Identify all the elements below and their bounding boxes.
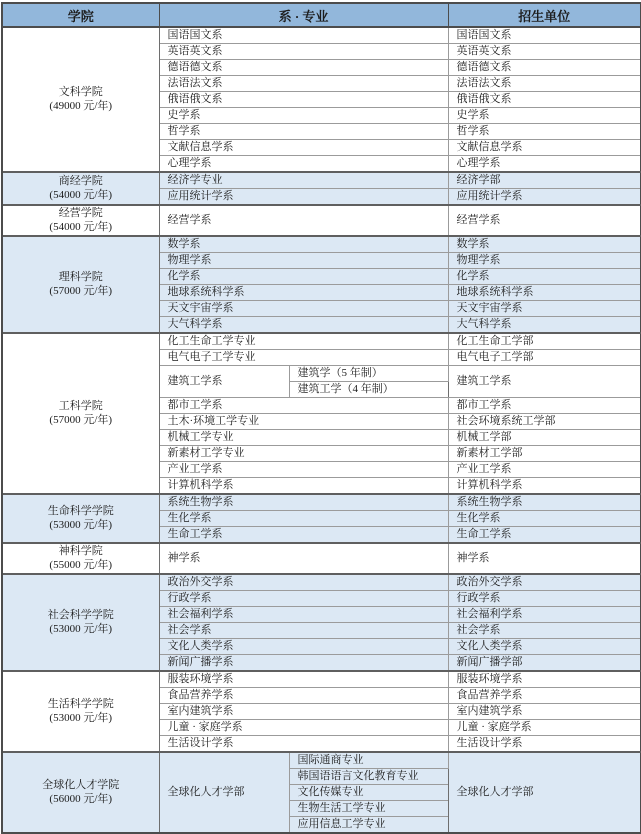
unit-cell: 神学系 xyxy=(448,543,641,574)
unit-cell: 系统生物学系 xyxy=(448,494,641,511)
unit-cell: 化工生命工学部 xyxy=(448,333,641,350)
section-engineering xyxy=(2,333,641,494)
dept-cell: 国语国文系 xyxy=(159,27,448,44)
college-cell xyxy=(2,205,159,236)
dept-cell: 物理学系 xyxy=(159,253,448,269)
dept-cell: 机械工学专业 xyxy=(159,430,448,446)
table-row xyxy=(2,494,641,511)
sub-dept-cell: 韩国语语言文化教育专业 xyxy=(289,769,448,785)
section-global-talent xyxy=(2,752,641,833)
dept-cell: 建筑工学系 xyxy=(159,366,289,398)
dept-cell: 食品营养学系 xyxy=(159,688,448,704)
section-business-administration xyxy=(2,205,641,236)
table-row xyxy=(2,27,641,44)
unit-cell: 数学系 xyxy=(448,236,641,253)
dept-cell: 心理学系 xyxy=(159,156,448,173)
unit-cell: 化学系 xyxy=(448,269,641,285)
college-fee: (53000 元/年) xyxy=(49,712,113,724)
dept-cell: 新素材工学专业 xyxy=(159,446,448,462)
table-row xyxy=(2,236,641,253)
table-row xyxy=(2,752,641,769)
college-cell xyxy=(2,494,159,543)
college-cell xyxy=(2,172,159,205)
dept-cell: 新闻广播学系 xyxy=(159,655,448,672)
dept-cell: 天文宇宙学系 xyxy=(159,301,448,317)
section-liberal-arts xyxy=(2,27,641,172)
dept-cell: 全球化人才学部 xyxy=(159,752,289,833)
unit-cell: 生命工学系 xyxy=(448,527,641,544)
table-row xyxy=(2,543,641,574)
dept-cell: 神学系 xyxy=(159,543,448,574)
section-social-sciences xyxy=(2,574,641,671)
unit-cell: 社会环境系统工学部 xyxy=(448,414,641,430)
unit-cell: 英语英文系 xyxy=(448,44,641,60)
sub-dept-cell: 应用信息工学专业 xyxy=(289,817,448,834)
dept-cell: 服装环境学系 xyxy=(159,671,448,688)
college-cell xyxy=(2,752,159,833)
college-fee: (55000 元/年) xyxy=(49,559,113,571)
dept-cell: 计算机科学系 xyxy=(159,478,448,495)
dept-cell: 经济学专业 xyxy=(159,172,448,189)
dept-cell: 行政学系 xyxy=(159,591,448,607)
unit-cell: 产业工学系 xyxy=(448,462,641,478)
dept-cell: 系统生物学系 xyxy=(159,494,448,511)
college-fee: (53000 元/年) xyxy=(49,623,113,635)
table-row xyxy=(2,574,641,591)
college-fee: (56000 元/年) xyxy=(49,793,113,805)
unit-cell: 生化学系 xyxy=(448,511,641,527)
dept-cell: 俄语俄文系 xyxy=(159,92,448,108)
unit-cell: 新素材工学部 xyxy=(448,446,641,462)
college-name: 工科学院 xyxy=(58,400,103,412)
dept-cell: 地球系统科学系 xyxy=(159,285,448,301)
unit-cell: 机械工学部 xyxy=(448,430,641,446)
unit-cell: 德语德文系 xyxy=(448,60,641,76)
college-name: 生命科学学院 xyxy=(47,505,114,517)
section-theology xyxy=(2,543,641,574)
unit-cell: 政治外交学系 xyxy=(448,574,641,591)
unit-cell: 心理学系 xyxy=(448,156,641,173)
college-name: 神科学院 xyxy=(58,545,103,557)
colleges-table xyxy=(1,2,641,834)
dept-cell: 应用统计学系 xyxy=(159,189,448,206)
unit-cell: 俄语俄文系 xyxy=(448,92,641,108)
dept-cell: 法语法文系 xyxy=(159,76,448,92)
dept-cell: 化工生命工学专业 xyxy=(159,333,448,350)
sub-dept-cell: 建筑工学（4 年制） xyxy=(289,382,448,398)
dept-cell: 哲学系 xyxy=(159,124,448,140)
unit-cell: 天文宇宙学系 xyxy=(448,301,641,317)
dept-cell: 社会学系 xyxy=(159,623,448,639)
dept-cell: 生化学系 xyxy=(159,511,448,527)
unit-cell: 大气科学系 xyxy=(448,317,641,334)
unit-cell: 全球化人才学部 xyxy=(448,752,641,833)
unit-cell: 建筑工学系 xyxy=(448,366,641,398)
section-human-ecology xyxy=(2,671,641,752)
dept-cell: 生命工学系 xyxy=(159,527,448,544)
table-row xyxy=(2,172,641,189)
sub-dept-cell: 国际通商专业 xyxy=(289,752,448,769)
college-name: 经营学院 xyxy=(58,207,103,219)
dept-cell: 室内建筑学系 xyxy=(159,704,448,720)
dept-cell: 数学系 xyxy=(159,236,448,253)
college-fee: (57000 元/年) xyxy=(49,414,113,426)
unit-cell: 社会学系 xyxy=(448,623,641,639)
unit-cell: 计算机科学系 xyxy=(448,478,641,495)
unit-cell: 应用统计学系 xyxy=(448,189,641,206)
dept-cell: 化学系 xyxy=(159,269,448,285)
table-row xyxy=(2,333,641,350)
sub-dept-cell: 文化传媒专业 xyxy=(289,785,448,801)
college-cell xyxy=(2,671,159,752)
unit-cell: 室内建筑学系 xyxy=(448,704,641,720)
college-name: 商经学院 xyxy=(58,175,103,187)
section-commerce-economics xyxy=(2,172,641,205)
college-column-header: 学院 xyxy=(2,3,159,27)
unit-cell: 新闻广播学部 xyxy=(448,655,641,672)
dept-cell: 都市工学系 xyxy=(159,398,448,414)
unit-cell: 服装环境学系 xyxy=(448,671,641,688)
college-cell xyxy=(2,236,159,333)
college-name: 文科学院 xyxy=(58,86,103,98)
unit-cell: 地球系统科学系 xyxy=(448,285,641,301)
dept-cell: 英语英文系 xyxy=(159,44,448,60)
section-life-sciences xyxy=(2,494,641,543)
dept-cell: 史学系 xyxy=(159,108,448,124)
dept-cell: 德语德文系 xyxy=(159,60,448,76)
dept-cell: 文献信息学系 xyxy=(159,140,448,156)
dept-cell: 儿童 · 家庭学系 xyxy=(159,720,448,736)
table-row xyxy=(2,671,641,688)
college-name: 理科学院 xyxy=(58,271,103,283)
dept-cell: 生活设计学系 xyxy=(159,736,448,753)
unit-cell: 都市工学系 xyxy=(448,398,641,414)
college-name: 生活科学学院 xyxy=(47,698,114,710)
unit-cell: 儿童 · 家庭学系 xyxy=(448,720,641,736)
unit-cell: 国语国文系 xyxy=(448,27,641,44)
sub-dept-cell: 建筑学（5 年制） xyxy=(289,366,448,382)
dept-cell: 电气电子工学专业 xyxy=(159,350,448,366)
college-fee: (53000 元/年) xyxy=(49,519,113,531)
dept-cell: 经营学系 xyxy=(159,205,448,236)
unit-cell: 电气电子工学部 xyxy=(448,350,641,366)
unit-cell: 文献信息学系 xyxy=(448,140,641,156)
unit-cell: 史学系 xyxy=(448,108,641,124)
section-natural-sciences xyxy=(2,236,641,333)
unit-cell: 社会福利学系 xyxy=(448,607,641,623)
unit-cell: 法语法文系 xyxy=(448,76,641,92)
unit-cell: 食品营养学系 xyxy=(448,688,641,704)
college-fee: (57000 元/年) xyxy=(49,285,113,297)
college-name: 社会科学学院 xyxy=(47,609,114,621)
sub-dept-cell: 生物生活工学专业 xyxy=(289,801,448,817)
unit-cell: 行政学系 xyxy=(448,591,641,607)
dept-column-header: 系 · 专业 xyxy=(159,3,448,27)
college-cell xyxy=(2,333,159,494)
dept-cell: 文化人类学系 xyxy=(159,639,448,655)
dept-cell: 土木·环境工学专业 xyxy=(159,414,448,430)
unit-cell: 经营学系 xyxy=(448,205,641,236)
college-fee: (54000 元/年) xyxy=(49,221,113,233)
unit-cell: 经济学部 xyxy=(448,172,641,189)
dept-cell: 产业工学系 xyxy=(159,462,448,478)
college-cell xyxy=(2,27,159,172)
table-row xyxy=(2,205,641,236)
college-cell xyxy=(2,543,159,574)
unit-cell: 文化人类学系 xyxy=(448,639,641,655)
header-row xyxy=(2,3,641,27)
unit-cell: 物理学系 xyxy=(448,253,641,269)
unit-cell: 生活设计学系 xyxy=(448,736,641,753)
dept-cell: 政治外交学系 xyxy=(159,574,448,591)
college-fee: (54000 元/年) xyxy=(49,189,113,201)
unit-column-header: 招生单位 xyxy=(448,3,641,27)
college-cell xyxy=(2,574,159,671)
college-fee: (49000 元/年) xyxy=(49,100,113,112)
unit-cell: 哲学系 xyxy=(448,124,641,140)
dept-cell: 大气科学系 xyxy=(159,317,448,334)
college-name: 全球化人才学院 xyxy=(42,779,120,791)
dept-cell: 社会福利学系 xyxy=(159,607,448,623)
